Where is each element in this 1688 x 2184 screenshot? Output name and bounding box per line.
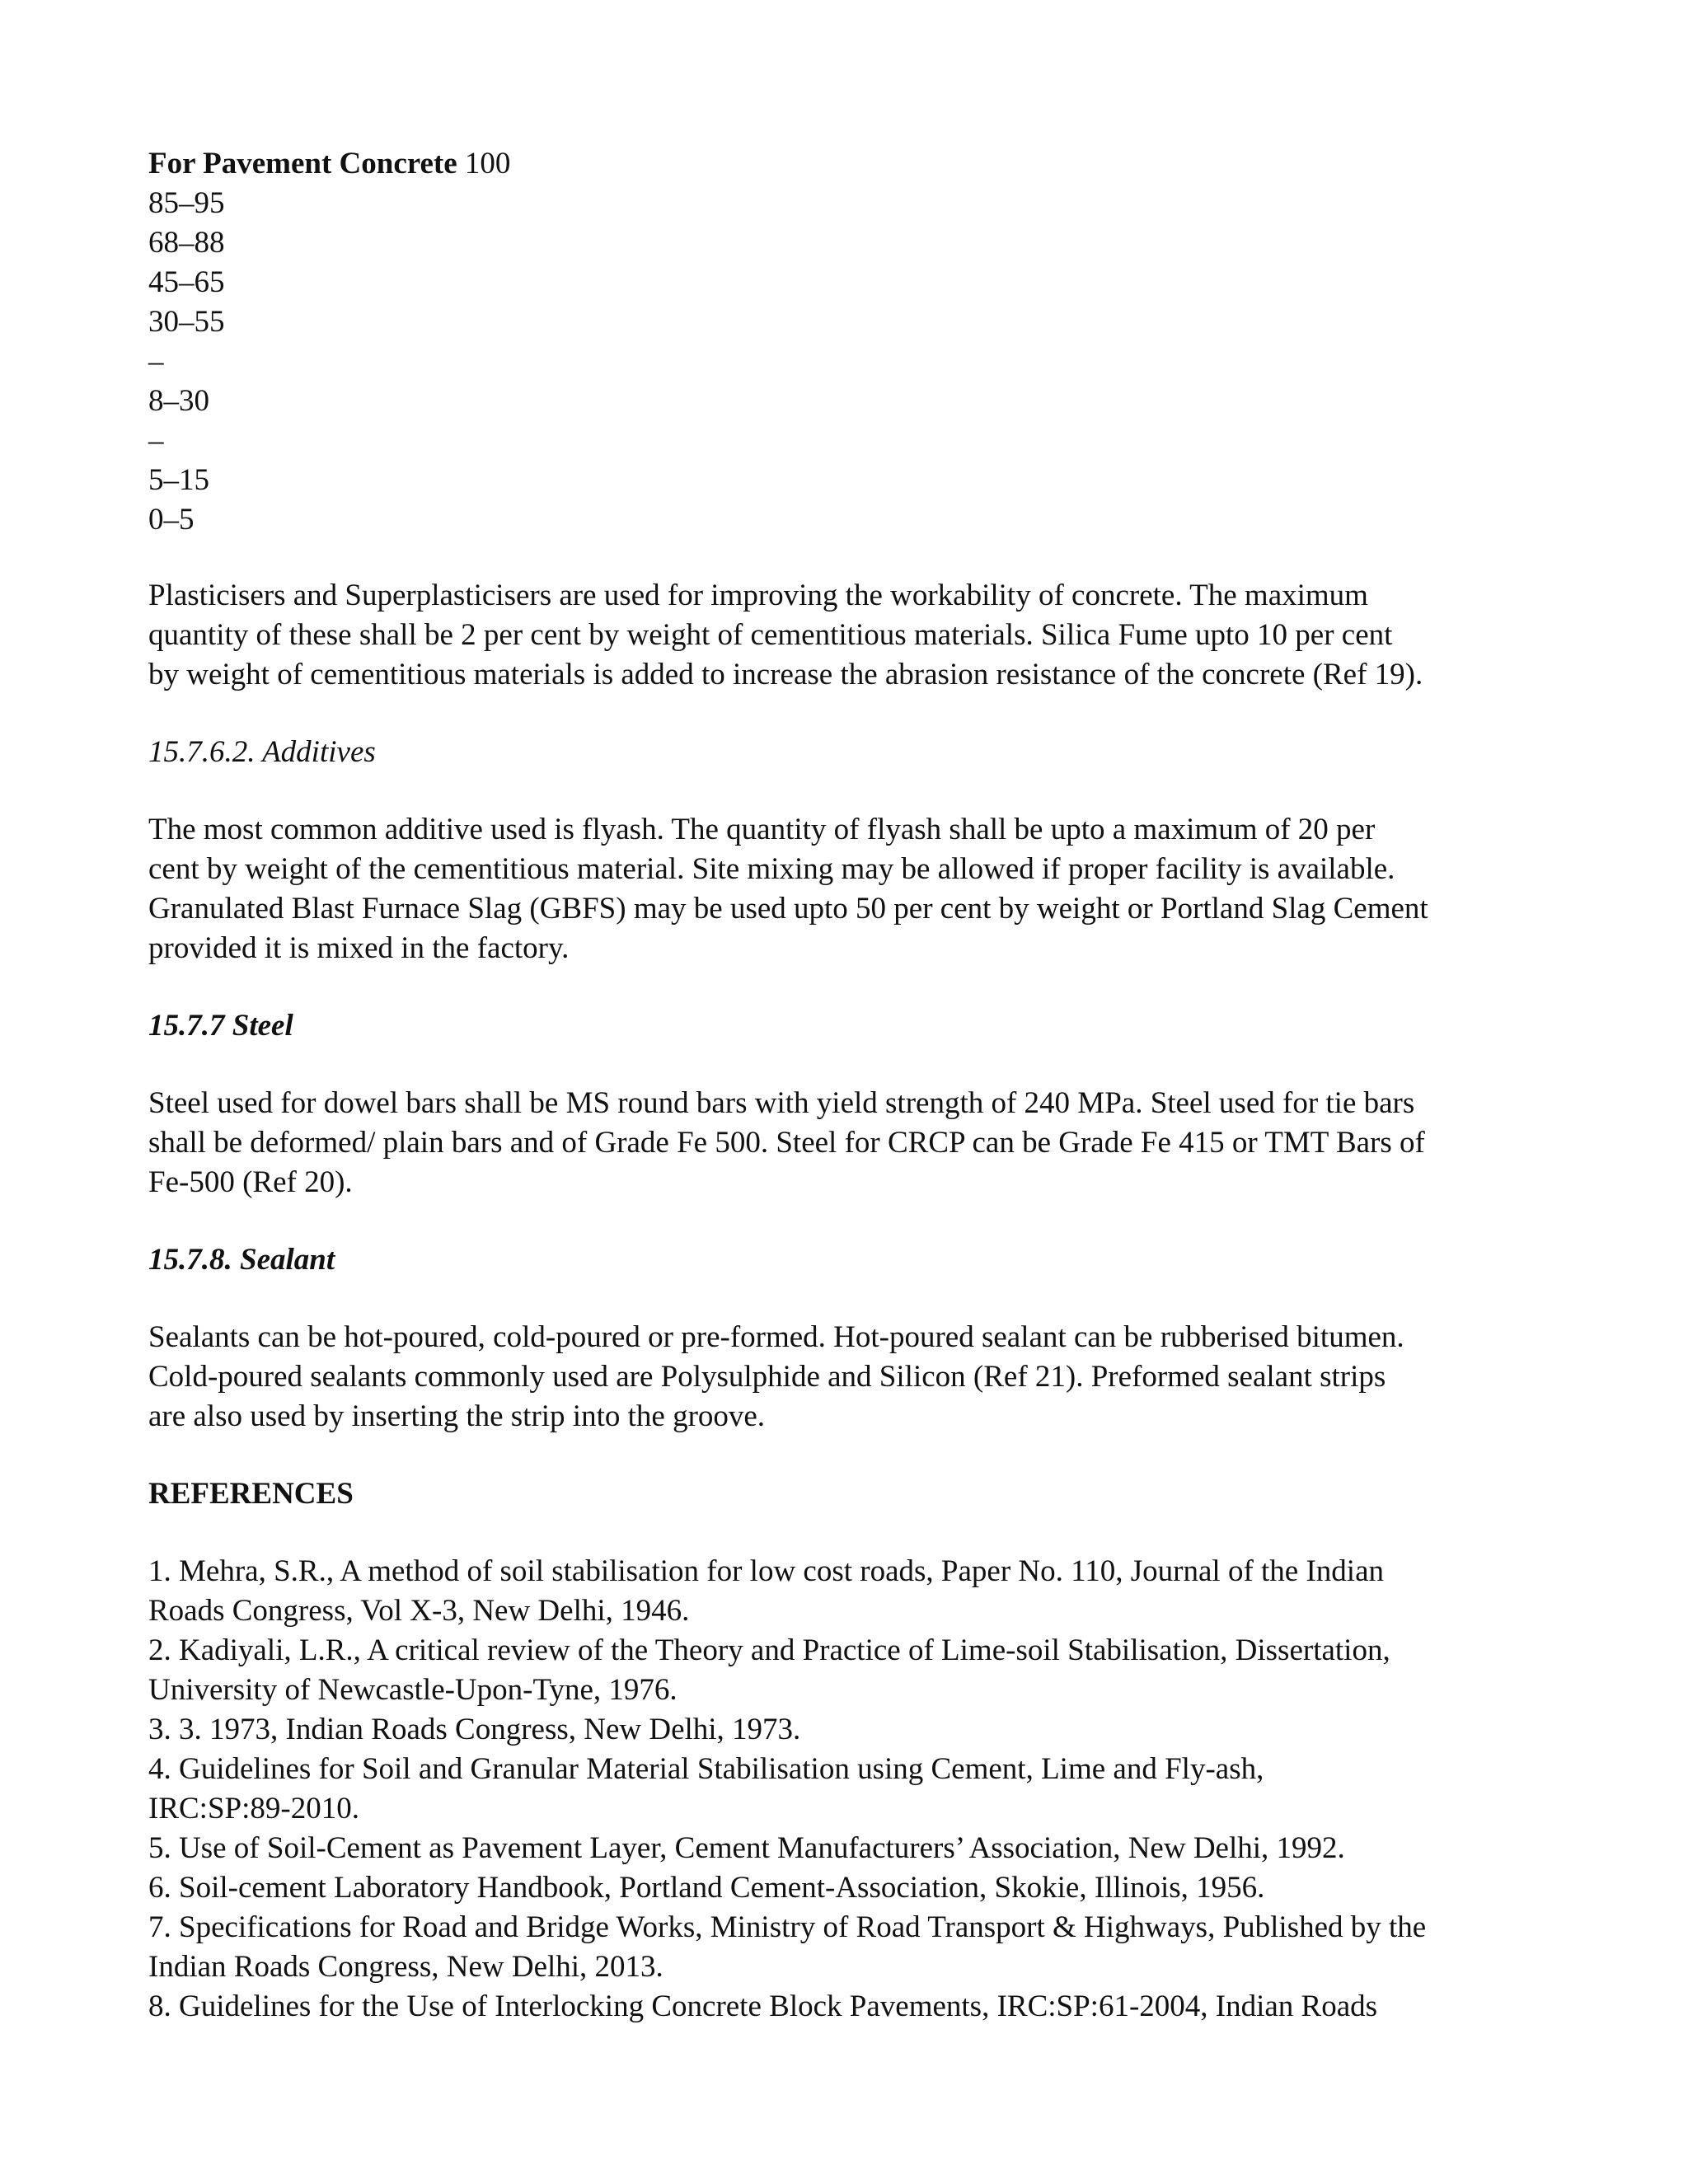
page-content (148, 144, 1550, 2027)
paragraph-sealant (148, 1318, 1550, 1436)
heading-steel: 15.7.7 Steel (148, 1009, 293, 1043)
reference-line: 4. Guidelines for Soil and Granular Material Stabilisation using Cement, Lime and Fly-ash, (148, 1752, 1264, 1786)
paragraph-line: provided it is mixed in the factory. (148, 931, 570, 965)
heading-references: REFERENCES (148, 1477, 354, 1511)
grading-value: 85–95 (148, 186, 225, 220)
paragraph-line: cent by weight of the cementitious material. Site mixing may be allowed if proper facility is available. (148, 852, 1395, 886)
grading-value: 30–55 (148, 305, 225, 339)
references-list (148, 1552, 1550, 2027)
paragraph-line: Plasticisers and Superplasticisers are used for improving the workability of concrete. The maximum (148, 579, 1368, 612)
grading-value: 0–5 (148, 503, 195, 537)
reference-line: 6. Soil-cement Laboratory Handbook, Portland Cement-Association, Skokie, Illinois, 1956. (148, 1871, 1265, 1905)
reference-line: 3. 3. 1973, Indian Roads Congress, New Delhi, 1973. (148, 1713, 801, 1746)
reference-line: 2. Kadiyali, L.R., A critical review of the Theory and Practice of Lime-soil Stabilisation, Dissertation, (148, 1633, 1390, 1667)
grading-value: – (148, 424, 164, 457)
paragraph-line: Granulated Blast Furnace Slag (GBFS) may be used upto 50 per cent by weight or Portland Slag Cement (148, 892, 1428, 926)
grading-label: For Pavement Concrete (148, 147, 457, 180)
heading-additives: 15.7.6.2. Additives (148, 735, 376, 769)
paragraph-plasticisers (148, 576, 1550, 695)
heading-sealant: 15.7.8. Sealant (148, 1243, 335, 1277)
paragraph-line: are also used by inserting the strip into the groove. (148, 1399, 766, 1433)
reference-line: University of Newcastle-Upon-Tyne, 1976. (148, 1673, 678, 1707)
paragraph-line: Sealants can be hot-poured, cold-poured or pre-formed. Hot-poured sealant can be rubberised bitumen. (148, 1320, 1404, 1354)
reference-line: 1. Mehra, S.R., A method of soil stabilisation for low cost roads, Paper No. 110, Journal of the Indian (148, 1554, 1384, 1588)
grading-value: 68–88 (148, 226, 225, 260)
grading-first-value: 100 (464, 147, 511, 180)
paragraph-line: Fe-500 (Ref 20). (148, 1165, 353, 1199)
grading-value: 45–65 (148, 265, 225, 299)
reference-line: 8. Guidelines for the Use of Interlocking Concrete Block Pavements, IRC:SP:61-2004, Indian Roads (148, 1990, 1378, 2023)
paragraph-line: shall be deformed/ plain bars and of Grade Fe 500. Steel for CRCP can be Grade Fe 415 or TMT Bars of (148, 1126, 1425, 1160)
grading-value: – (148, 344, 164, 378)
reference-line: Indian Roads Congress, New Delhi, 2013. (148, 1950, 663, 1984)
paragraph-steel (148, 1084, 1550, 1202)
paragraph-line: The most common additive used is flyash. The quantity of flyash shall be upto a maximum of 20 per (148, 813, 1376, 846)
grading-block (148, 144, 1550, 540)
reference-line: IRC:SP:89-2010. (148, 1792, 359, 1825)
paragraph-line: Steel used for dowel bars shall be MS round bars with yield strength of 240 MPa. Steel used for tie bars (148, 1086, 1415, 1120)
reference-line: Roads Congress, Vol X-3, New Delhi, 1946. (148, 1594, 690, 1628)
paragraph-line: quantity of these shall be 2 per cent by weight of cementitious materials. Silica Fume upto 10 per cent (148, 618, 1393, 652)
grading-header (148, 144, 1550, 184)
paragraph-line: by weight of cementitious materials is added to increase the abrasion resistance of the concrete (Ref 19). (148, 658, 1423, 691)
reference-line: 5. Use of Soil-Cement as Pavement Layer, Cement Manufacturers’ Association, New Delhi, 1992. (148, 1831, 1345, 1865)
grading-value: 5–15 (148, 463, 209, 497)
paragraph-additives (148, 810, 1550, 968)
paragraph-line: Cold-poured sealants commonly used are Polysulphide and Silicon (Ref 21). Preformed sealant strips (148, 1360, 1386, 1394)
grading-value: 8–30 (148, 384, 209, 418)
reference-line: 7. Specifications for Road and Bridge Works, Ministry of Road Transport & Highways, Published by the (148, 1910, 1427, 1944)
